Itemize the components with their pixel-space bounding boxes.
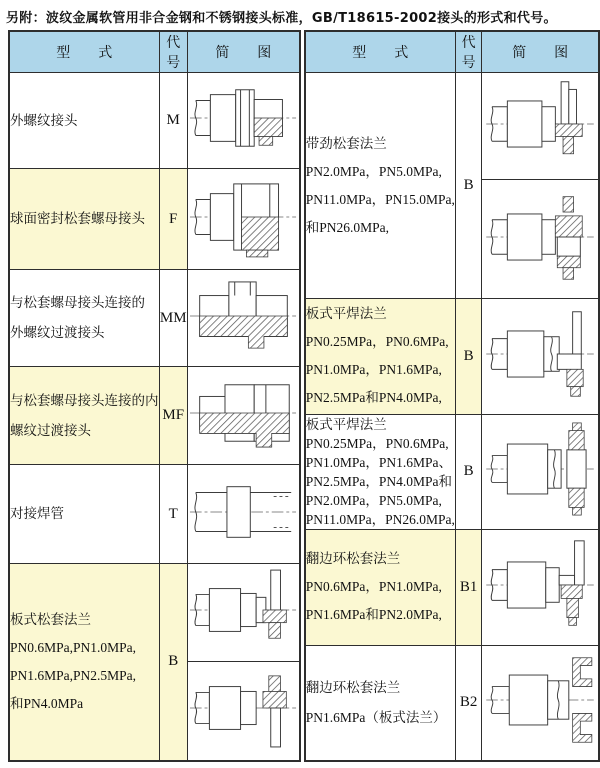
code-cell: B xyxy=(159,564,187,761)
diagram-cell xyxy=(482,180,599,299)
plate-weld-flange-section-diagram xyxy=(483,421,597,517)
code-cell: M xyxy=(159,73,187,169)
type-label-line: PN2.0MPa，PN5.0MPa, xyxy=(305,492,442,508)
type-label-line: 和PN26.0MPa, xyxy=(305,219,389,235)
neck-loose-flange-front-diagram xyxy=(483,76,597,172)
type-label-line: PN2.5MPa，PN4.0MPa和 xyxy=(305,473,452,489)
code-cell: B xyxy=(455,414,482,529)
type-label-line: 对接焊管 xyxy=(10,506,64,521)
column-header-type: 型 式 xyxy=(9,31,159,73)
type-label-line: 板式平焊法兰 xyxy=(305,306,387,322)
diagram-cell xyxy=(187,465,299,564)
table-row xyxy=(9,564,300,662)
diagram-cell xyxy=(187,662,299,761)
type-label-line: PN0.6MPa，PN1.0MPa, xyxy=(305,579,442,595)
type-cell xyxy=(9,465,159,564)
diagram-cell xyxy=(187,564,299,662)
type-cell xyxy=(9,73,159,169)
type-cell xyxy=(305,299,456,414)
type-cell xyxy=(305,414,456,529)
type-label-line: 球面密封松套螺母接头 xyxy=(10,211,145,226)
type-cell xyxy=(305,529,456,645)
diagram-cell xyxy=(187,270,299,367)
neck-loose-flange-section-diagram xyxy=(483,189,597,285)
type-label-line: 板式松套法兰 xyxy=(10,611,91,627)
plate-loose-flange-front-diagram xyxy=(188,566,298,654)
joint-table-right xyxy=(304,30,600,762)
page-title: 另附：波纹金属软管用非合金钢和不锈钢接头标准，GB/T18615-2002接头的形式和代号。 xyxy=(6,11,557,26)
type-label-line: 和PN4.0MPa xyxy=(10,695,84,711)
type-cell xyxy=(305,645,456,760)
code-cell: B2 xyxy=(455,645,482,760)
diagram-cell xyxy=(187,169,299,270)
code-cell: F xyxy=(159,169,187,270)
female-thread-adapter-diagram xyxy=(188,369,298,457)
type-label-line: 外螺纹接头 xyxy=(10,112,78,128)
type-cell xyxy=(9,169,159,270)
external-thread-joint-diagram xyxy=(188,74,298,162)
table-row xyxy=(305,73,599,180)
type-label-line: PN1.0MPa，PN1.6MPa, xyxy=(305,362,442,378)
type-cell xyxy=(305,73,456,299)
type-cell xyxy=(9,564,159,761)
table-row xyxy=(9,270,300,367)
diagram-cell xyxy=(482,645,599,760)
table-row xyxy=(305,645,599,760)
diagram-cell xyxy=(482,529,599,645)
diagram-cell xyxy=(482,299,599,414)
type-label-line: PN1.6MPa（板式法兰） xyxy=(305,709,447,725)
male-thread-adapter-diagram xyxy=(188,272,298,360)
lap-loose-flange-plate-diagram xyxy=(483,652,597,748)
type-label-line: 翻边环松套法兰 xyxy=(305,679,401,695)
column-header-code: 代号 xyxy=(455,31,482,73)
type-label-line: PN0.6MPa,PN1.0MPa, xyxy=(10,639,137,655)
table-row xyxy=(305,414,599,529)
type-label-line: 与松套螺母接头连接的 xyxy=(10,295,145,310)
column-header-diagram: 简 图 xyxy=(482,31,599,73)
header-row xyxy=(305,31,599,73)
type-label-line: PN0.25MPa，PN0.6MPa, xyxy=(305,334,449,350)
type-label-line: PN1.0MPa，PN1.6MPa、 xyxy=(305,454,452,470)
code-cell: MF xyxy=(159,367,187,465)
code-cell: B xyxy=(455,299,482,414)
type-label-line: 板式平焊法兰 xyxy=(305,416,387,432)
column-header-type: 型 式 xyxy=(305,31,456,73)
table-row xyxy=(305,529,599,645)
code-cell: B xyxy=(455,73,482,299)
diagram-cell xyxy=(482,73,599,180)
code-cell: B1 xyxy=(455,529,482,645)
butt-weld-pipe-diagram xyxy=(188,468,298,556)
code-cell: MM xyxy=(159,270,187,367)
type-label-line: 带劲松套法兰 xyxy=(305,135,387,151)
type-label-line: PN0.25MPa，PN0.6MPa, xyxy=(305,435,449,451)
code-cell: T xyxy=(159,465,187,564)
table-row xyxy=(9,73,300,169)
joint-table-left xyxy=(8,30,301,762)
type-label-line: PN2.0MPa，PN5.0MPa, xyxy=(305,163,442,179)
plate-loose-flange-section-diagram xyxy=(188,664,298,752)
column-header-code: 代号 xyxy=(159,31,187,73)
type-label-line: PN11.0MPa，PN26.0MPa, xyxy=(305,511,455,527)
type-label-line: 外螺纹过渡接头 xyxy=(10,325,105,340)
lap-ring-loose-flange-diagram xyxy=(483,537,597,633)
joint-tables xyxy=(8,30,600,762)
column-header-diagram: 简 图 xyxy=(187,31,299,73)
type-cell xyxy=(9,270,159,367)
diagram-cell xyxy=(187,367,299,465)
type-label-line: 与松套螺母接头连接的内 xyxy=(10,392,159,408)
table-row xyxy=(305,299,599,414)
diagram-cell xyxy=(482,414,599,529)
table-row xyxy=(9,169,300,270)
type-label-line: PN11.0MPa，PN15.0MPa, xyxy=(305,191,455,207)
table-row xyxy=(9,465,300,564)
header-row xyxy=(9,31,300,73)
type-label-line: PN1.6MPa,PN2.5MPa, xyxy=(10,667,137,683)
diagram-cell xyxy=(187,73,299,169)
table-row xyxy=(9,367,300,465)
type-label-line: 螺纹过渡接头 xyxy=(10,422,91,438)
plate-weld-flange-diagram xyxy=(483,306,597,402)
type-label-line: PN2.5MPa和PN4.0MPa, xyxy=(305,390,442,406)
type-label-line: PN1.6MPa和PN2.0MPa, xyxy=(305,607,442,623)
spherical-seal-loose-nut-joint-diagram xyxy=(188,173,298,261)
type-label-line: 翻边环松套法兰 xyxy=(305,551,401,567)
type-cell xyxy=(9,367,159,465)
